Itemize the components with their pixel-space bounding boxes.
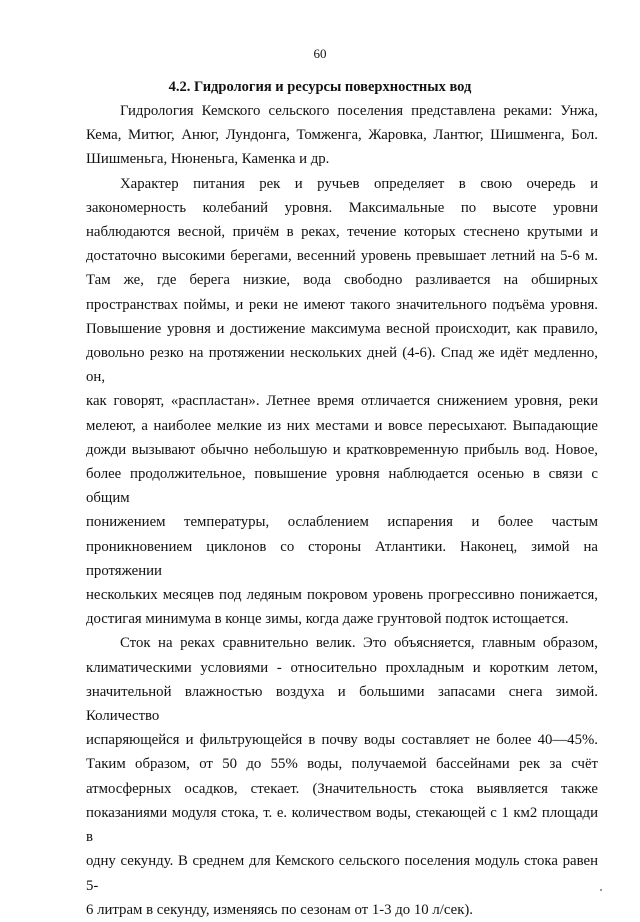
text-line: понижением температуры, ослаблением испарения и более частым — [86, 514, 598, 531]
text-line: Повышение уровня и достижение максимума весной происходит, как правило, — [86, 320, 598, 337]
text-line: Шишменьга, Нюненьга, Каменка и др. — [86, 151, 330, 168]
text-line: пространствах поймы, и реки не имеют такого значительного подъёма уровня. — [86, 296, 598, 313]
text-line: наблюдаются весной, причём в реках, течение которых стеснено крутыми и — [86, 224, 598, 241]
text-line: атмосферных осадков, стекает. (Значительность стока выявляется также — [86, 780, 598, 797]
text-line: дожди вызывают обычно небольшую и кратковременную прибыль вод. Новое, — [86, 441, 598, 458]
text-line: показаниями модуля стока, т. е. количеством воды, стекающей с 1 км2 площади в — [86, 804, 598, 846]
text-line: как говорят, «распластан». Летнее время отличается снижением уровня, реки — [86, 393, 598, 410]
text-line: достаточно высокими берегами, весенний уровень превышает летний на 5-6 м. — [86, 248, 598, 265]
scan-speck — [600, 889, 602, 891]
text-line: более продолжительное, повышение уровня наблюдается осенью в связи с общим — [86, 466, 598, 507]
paragraph-water-regime — [86, 172, 598, 632]
text-line: проникновением циклонов со стороны Атлантики. Наконец, зимой на протяжении — [86, 538, 598, 579]
text-line: Кема, Митюг, Анюг, Лундонга, Томженга, Жаровка, Лантюг, Шишменга, Бол. — [86, 127, 598, 144]
paragraph-runoff — [86, 631, 598, 921]
text-line: одну секунду. В среднем для Кемского сельского поселения модуль стока равен 5- — [86, 853, 598, 894]
text-line: испаряющейся и фильтрующейся в почву воды составляет не более 40—45%. — [86, 732, 598, 749]
text-line: Характер питания рек и ручьев определяет в свою очередь и — [120, 175, 598, 192]
text-line: Сток на реках сравнительно велик. Это объясняется, главным образом, — [120, 635, 598, 652]
text-line: мелеют, а наиболее мелкие из них местами и вовсе пересыхают. Выпадающие — [86, 417, 598, 434]
page-number: 60 — [313, 46, 327, 61]
text-line: 6 литрам в секунду, изменяясь по сезонам от 1-3 до 10 л/сек). — [86, 901, 474, 918]
text-line: значительной влажностью воздуха и большими запасами снега зимой. Количество — [86, 683, 598, 725]
text-line: довольно резко на протяжении нескольких дней (4-6). Спад же идёт медленно, он, — [86, 345, 598, 386]
text-line: нескольких месяцев под ледяным покровом уровень прогрессивно понижается, — [86, 587, 598, 604]
text-line: Там же, где берега низкие, вода свободно разливается на обширных — [86, 272, 598, 289]
body-text — [86, 99, 598, 922]
text-line: Таким образом, от 50 до 55% воды, получаемой бассейнами рек за счёт — [86, 756, 598, 773]
text-line: Гидрология Кемского сельского поселения представлена реками: Унжа, — [120, 103, 598, 119]
text-line: климатическими условиями - относительно прохладным и коротким летом, — [86, 659, 598, 676]
text-line: достигая минимума в конце зимы, когда даже грунтовой подток истощается. — [86, 611, 569, 628]
section-title: 4.2. Гидрология и ресурсы поверхностных вод — [168, 79, 472, 95]
paragraph-rivers-list — [86, 99, 598, 172]
text-line: закономерность колебаний уровня. Максимальные по высоте уровни — [86, 199, 598, 216]
